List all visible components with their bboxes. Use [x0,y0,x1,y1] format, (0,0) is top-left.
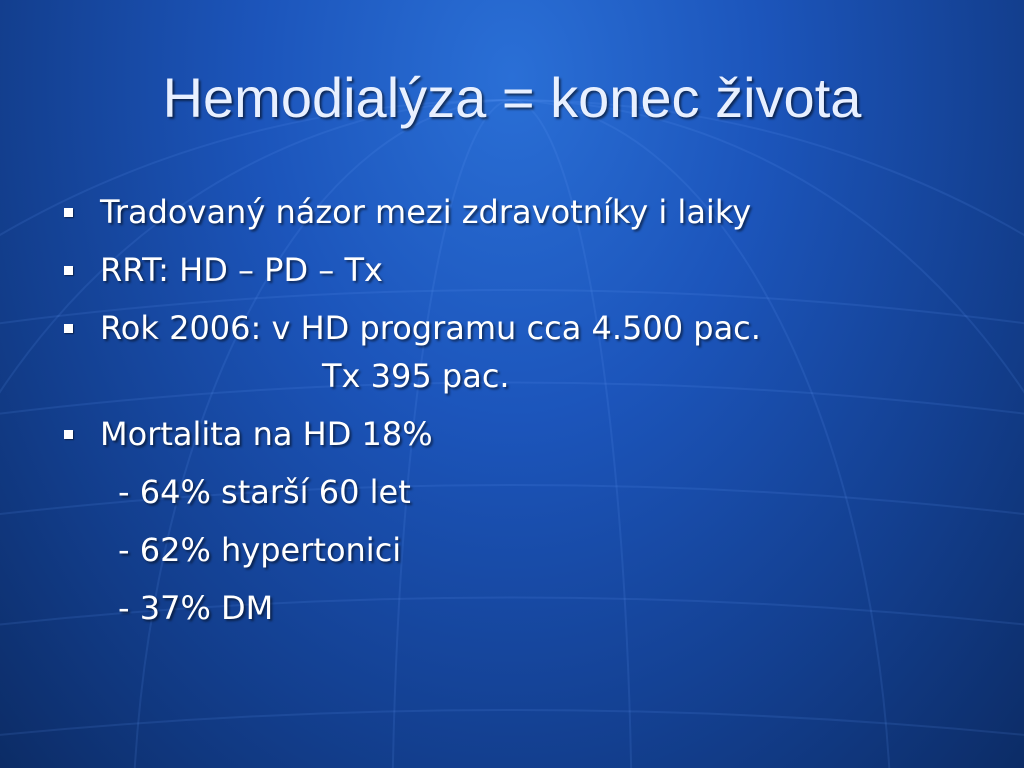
sub-item-2: - 62% hypertonici [118,531,402,569]
bullet-text-3-continuation: Tx 395 pac. [322,357,510,395]
sub-item-3: - 37% DM [118,589,274,627]
bullet-marker [64,266,73,275]
bullet-text-4: Mortalita na HD 18% [100,415,433,453]
bullet-text-2: RRT: HD – PD – Tx [100,251,383,289]
bullet-marker [64,430,73,439]
bullet-text-3: Rok 2006: v HD programu cca 4.500 pac. [100,309,761,347]
slide-title: Hemodialýza = konec života [162,66,862,129]
bullet-marker [64,208,73,217]
bullet-text-1: Tradovaný názor mezi zdravotníky i laiky [100,193,752,231]
sub-item-1: - 64% starší 60 let [118,473,411,511]
bullet-marker [64,324,73,333]
